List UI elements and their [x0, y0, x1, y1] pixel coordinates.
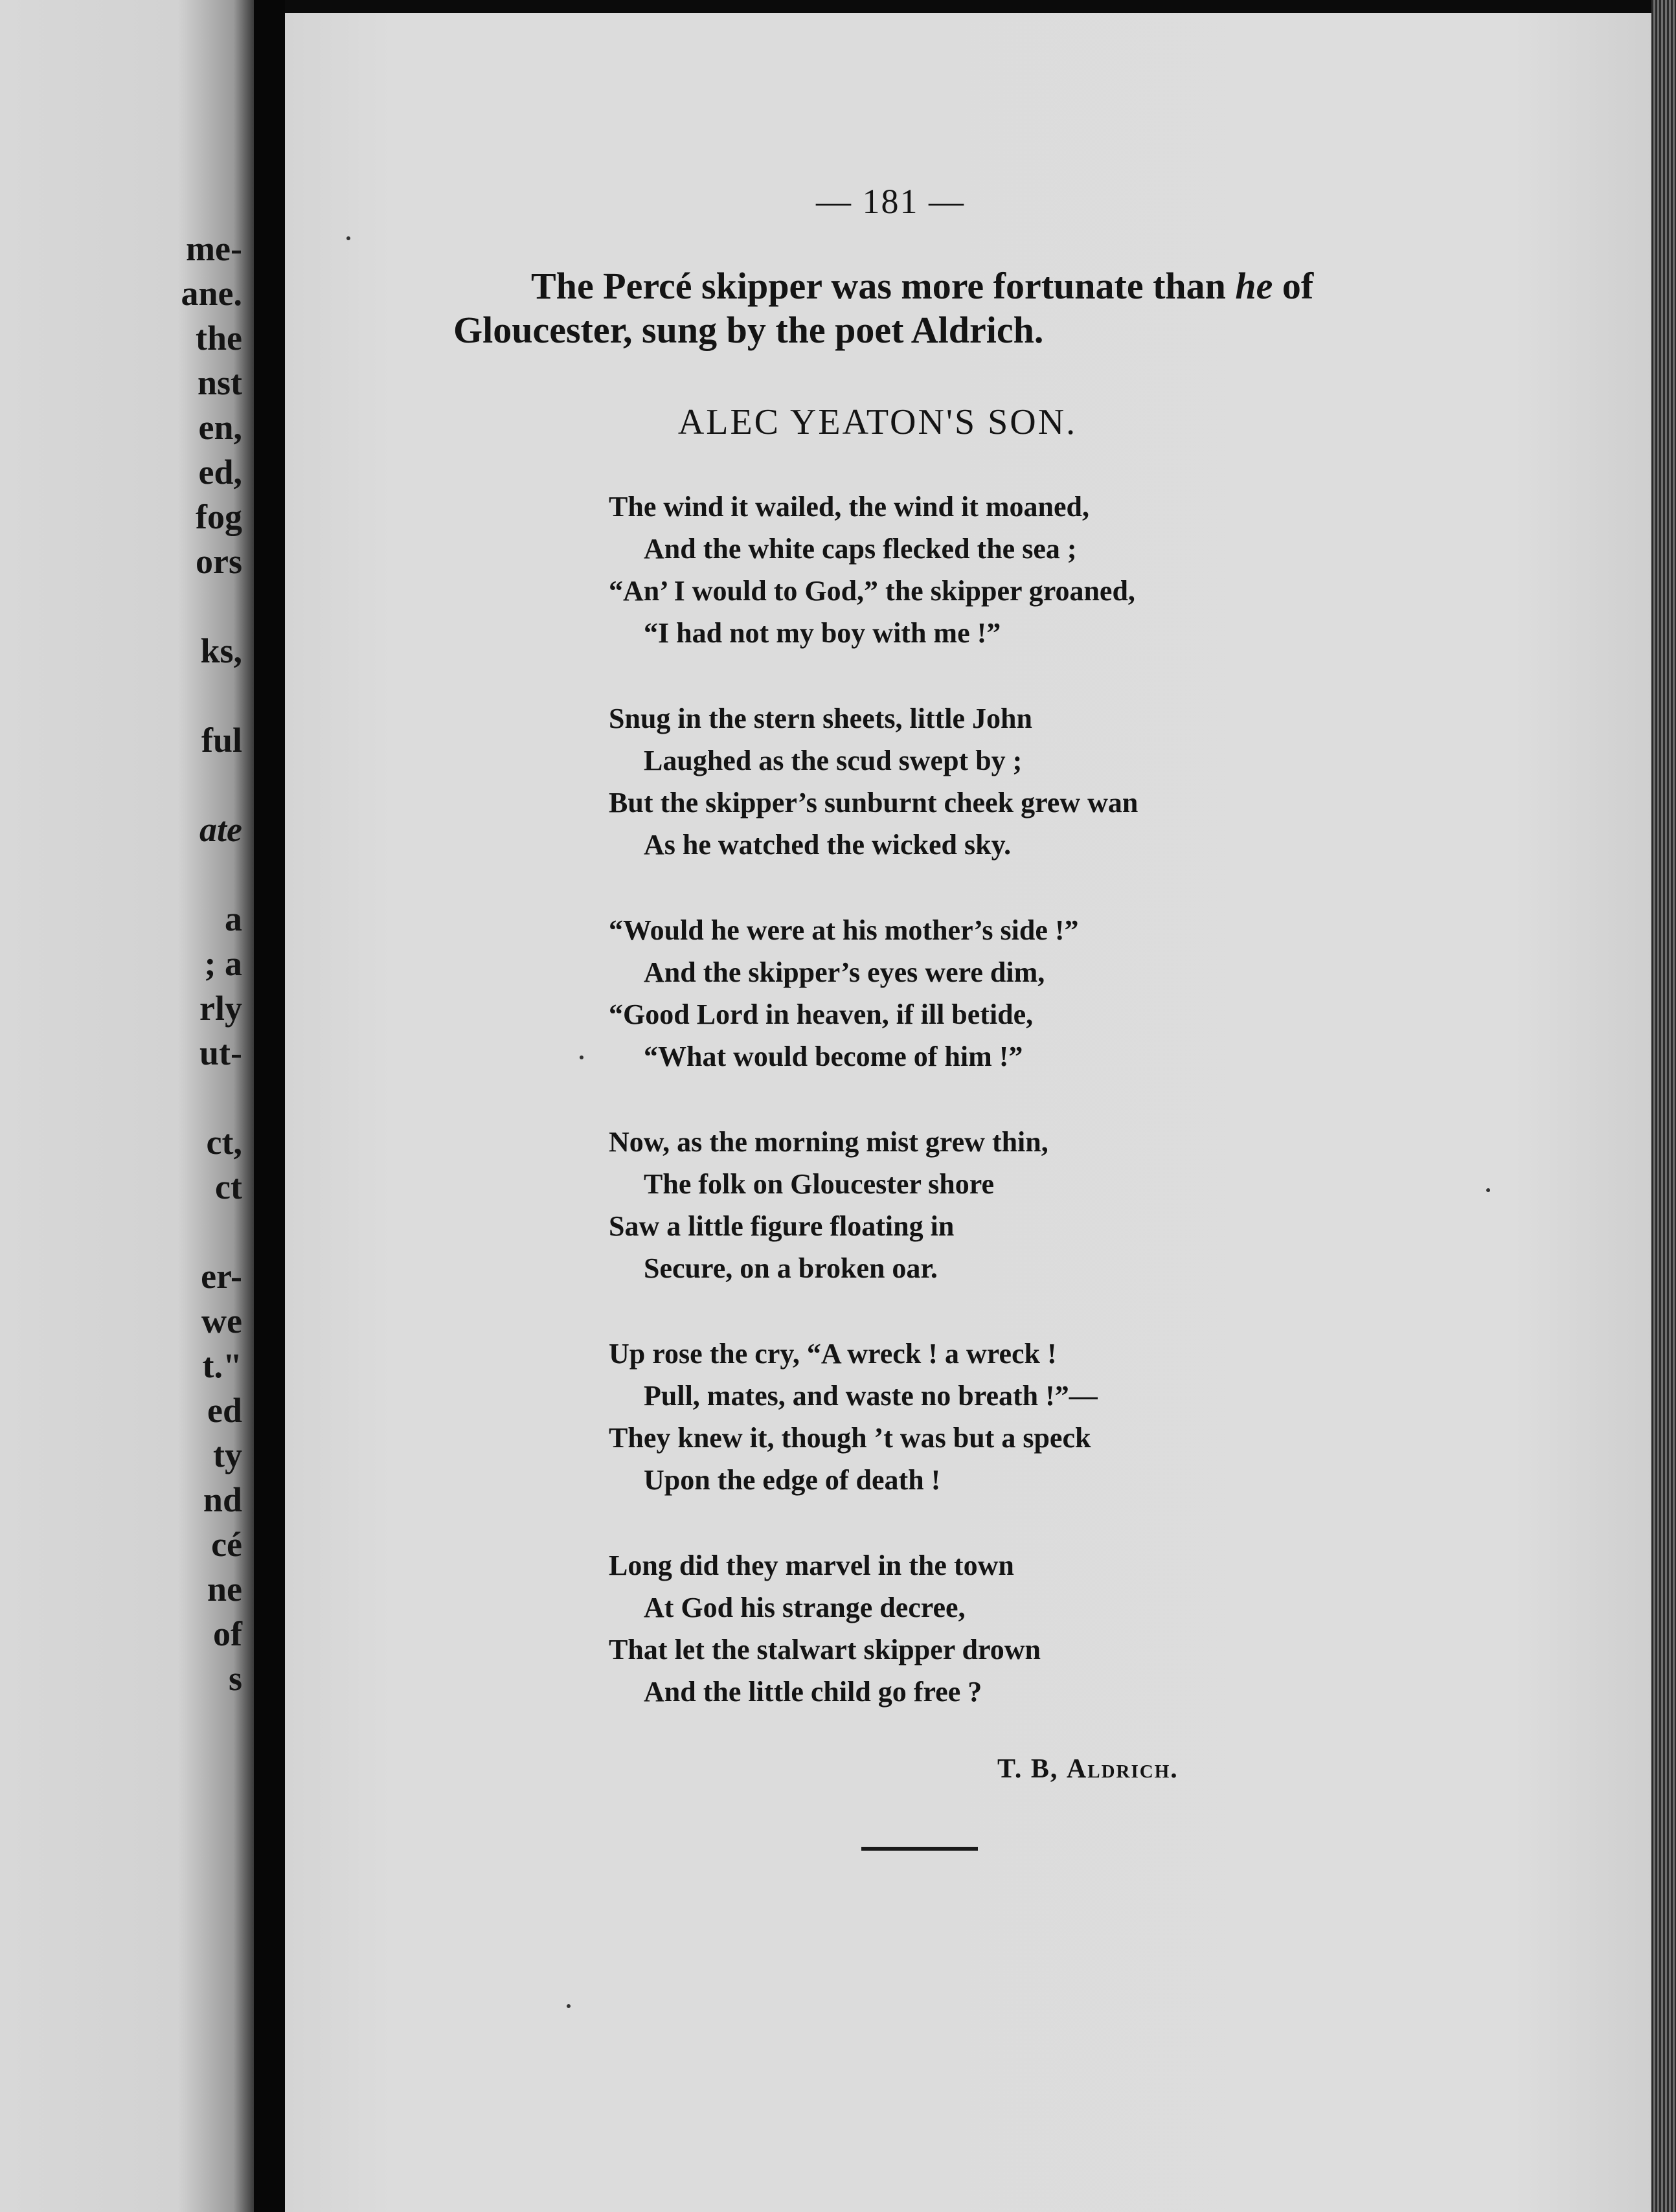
poem-line: Now, as the morning mist grew thin,: [609, 1126, 1048, 1158]
facing-page-fragment-line: nst: [197, 363, 242, 402]
facing-page-fragment-line: ut-: [199, 1033, 242, 1072]
poem-line: As he watched the wicked sky.: [644, 829, 1012, 861]
intro-line-1: [453, 264, 1464, 308]
facing-page-fragment-line: the: [196, 319, 242, 357]
facing-page-fragment-line: [181, 1210, 243, 1254]
poem-body: [609, 486, 1321, 1756]
poem-line: Upon the edge of death !: [644, 1464, 941, 1496]
facing-page-fragment-line: ed,: [198, 453, 242, 491]
page-number: — 181 —: [816, 182, 965, 221]
intro-text-1: The Percé skipper was more fortunate than: [531, 265, 1236, 307]
facing-page-fragment-line: [181, 1076, 243, 1120]
section-rule: [861, 1847, 978, 1851]
poem-line: Long did they marvel in the town: [609, 1550, 1014, 1581]
book-gutter: [254, 0, 285, 2212]
facing-page-fragment-line: a: [225, 899, 242, 938]
poem-line: “Good Lord in heaven, if ill betide,: [609, 999, 1034, 1030]
intro-paragraph: [453, 264, 1464, 352]
facing-page-text: [181, 227, 243, 1701]
paper-speck: [580, 1055, 583, 1059]
poem-line: And the white caps flecked the sea ;: [644, 533, 1077, 565]
poem-line: “Would he were at his mother’s side !”: [609, 914, 1079, 946]
facing-page-fragment-line: ful: [201, 721, 242, 760]
facing-page-fragment-line: s: [228, 1659, 242, 1698]
poem-stanza: [609, 909, 1321, 1078]
poem-stanza: [609, 1544, 1321, 1713]
poem-line: “What would become of him !”: [644, 1041, 1023, 1072]
facing-page-fragment-line: of: [213, 1614, 242, 1653]
poem-line: Saw a little figure floating in: [609, 1210, 955, 1242]
poem-line: “I had not my boy with me !”: [644, 617, 1001, 649]
poem-line: “An’ I would to God,” the skipper groaned,: [609, 575, 1135, 607]
facing-page-fragment-line: cé: [211, 1525, 242, 1564]
poem-line: Secure, on a broken oar.: [644, 1252, 938, 1284]
facing-page-fragment-line: ty: [213, 1436, 242, 1474]
facing-page-fragment-line: [181, 584, 243, 629]
signature-name: Aldrich.: [1066, 1754, 1179, 1784]
poem-line: That let the stalwart skipper drown: [609, 1634, 1041, 1665]
facing-page-fragment-line: fog: [196, 497, 242, 536]
book-page: [285, 13, 1651, 2212]
facing-page-fragment-line: er-: [201, 1257, 242, 1296]
poem-line: They knew it, though ’t was but a speck: [609, 1422, 1091, 1454]
facing-page-fragment-line: en,: [198, 408, 242, 447]
intro-italic-word: he: [1235, 265, 1273, 307]
poem-line: Laughed as the scud swept by ;: [644, 745, 1023, 776]
facing-page-fragment-line: [181, 763, 243, 807]
poem-stanza: [609, 486, 1321, 654]
poem-stanza: [609, 1121, 1321, 1289]
paper-speck: [1486, 1188, 1490, 1192]
signature-initials: T. B,: [997, 1754, 1067, 1784]
facing-page-fragment-line: ane.: [181, 274, 242, 313]
facing-page-fragment-line: rly: [199, 989, 242, 1028]
facing-page-fragment-line: ks,: [200, 631, 242, 670]
paper-speck: [567, 2004, 571, 2008]
intro-line-2: Gloucester, sung by the poet Aldrich.: [453, 309, 1044, 351]
poem-line: Up rose the cry, “A wreck ! a wreck !: [609, 1338, 1057, 1370]
poem-line: The folk on Gloucester shore: [644, 1168, 995, 1200]
facing-page-fragment-line: [181, 852, 243, 897]
facing-page-fragment-line: ors: [196, 542, 242, 581]
facing-page-fragment-line: ; a: [204, 944, 242, 983]
poem-line: Snug in the stern sheets, little John: [609, 703, 1032, 734]
poem-line: The wind it wailed, the wind it moaned,: [609, 491, 1089, 523]
poem-signature: [997, 1754, 1179, 1785]
facing-page-fragment-line: ate: [199, 810, 242, 849]
poem-stanza: [609, 1333, 1321, 1501]
poem-line: But the skipper’s sunburnt cheek grew wan: [609, 787, 1138, 818]
intro-text-1-end: of: [1273, 265, 1314, 307]
facing-page-fragment-line: [181, 673, 243, 718]
facing-page-fragment-line: ed: [207, 1391, 242, 1430]
poem-line: And the skipper’s eyes were dim,: [644, 956, 1045, 988]
facing-page-fragment-line: me-: [186, 229, 242, 268]
poem-line: And the little child go free ?: [644, 1676, 982, 1708]
facing-page-fragment-line: ct: [215, 1168, 242, 1206]
poem-line: At God his strange decree,: [644, 1592, 966, 1623]
facing-page-fragment-line: we: [201, 1302, 242, 1340]
page-edges: [1651, 0, 1676, 2212]
facing-page-fragment-line: nd: [203, 1480, 242, 1519]
poem-line: Pull, mates, and waste no breath !”—: [644, 1380, 1098, 1412]
facing-page-fragment-line: ne: [207, 1570, 242, 1608]
facing-page-fragment-line: ct,: [206, 1123, 242, 1162]
facing-page-fragment: [0, 0, 254, 2212]
poem-title: ALEC YEATON'S SON.: [677, 402, 1078, 442]
paper-speck: [346, 236, 350, 240]
poem-stanza: [609, 697, 1321, 866]
facing-page-fragment-line: t.": [202, 1346, 242, 1385]
